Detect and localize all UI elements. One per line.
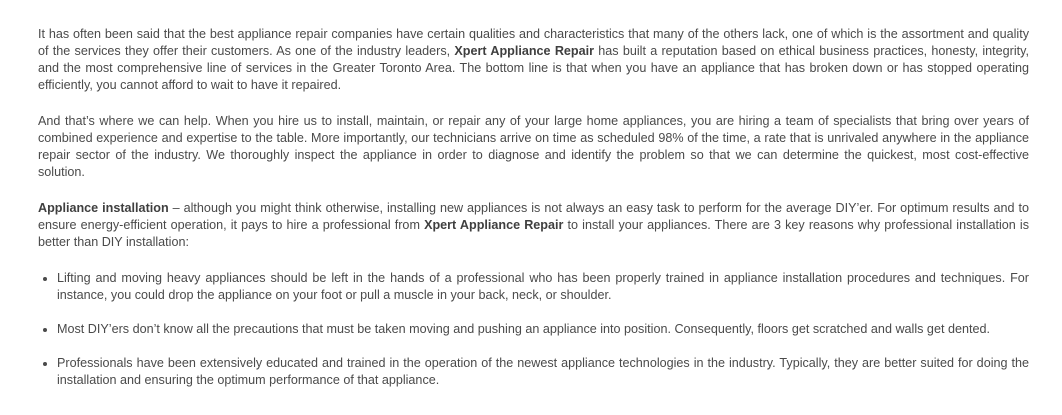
brand-name: Xpert Appliance Repair	[454, 44, 595, 58]
intro-text-start: It has often been said that the best appliance repair companies have certain qualities and characteristics that many of the others lack, one of which is the assortment and quality of the services they offer their customers. As one of the industry leaders,	[38, 27, 1029, 58]
brand-name: Xpert Appliance Repair	[424, 218, 564, 232]
intro-text-end: has built a reputation based on ethical business practices, honesty, integrity, and the most comprehensive line of services in the Greater Toronto Area. The bottom line is that when you have an appliance that has broken down or has stopped operating efficiently, you cannot afford to wait to have it repaired.	[38, 44, 1029, 92]
article-content	[38, 26, 1029, 406]
help-paragraph: And that’s where we can help. When you hire us to install, maintain, or repair any of your large home appliances, you are hiring a team of specialists that bring over years of combined experience and expertise to the table. More importantly, our technicians arrive on time as scheduled 98% of the time, a rate that is unrivaled anywhere in the appliance repair sector of the industry. We thoroughly inspect the appliance in order to diagnose and identify the problem so that we can determine the quickest, most cost-effective solution.	[38, 114, 1029, 179]
intro-paragraph	[38, 26, 1029, 94]
installation-paragraph	[38, 200, 1029, 251]
list-item: • Professionals have been extensively educated and trained in the operation of the newest appliance technologies in the industry. Typically, they are better suited for doing the installation and ensuring the optimum performance of that appliance.	[57, 355, 1029, 389]
list-item: • Lifting and moving heavy appliances should be left in the hands of a professional who has been properly trained in appliance installation procedures and techniques. For instance, you could drop the appliance on your foot or pull a muscle in your back, neck, or shoulder.	[57, 270, 1029, 304]
installation-heading: Appliance installation	[38, 201, 169, 215]
reasons-list	[38, 270, 1029, 389]
installation-text: – although you might think otherwise, installing new appliances is not always an easy task to perform for the average DIY’er. For optimum results and to ensure energy-efficient operation, it pays to hire a professional from	[38, 201, 1030, 232]
list-item: • Most DIY’ers don’t know all the precautions that must be taken moving and pushing an appliance into position. Consequently, floors get scratched and walls get dented.	[57, 321, 1029, 338]
installation-text-end: to install your appliances. There are 3 key reasons why professional installation is better than DIY installation:	[38, 218, 1029, 249]
